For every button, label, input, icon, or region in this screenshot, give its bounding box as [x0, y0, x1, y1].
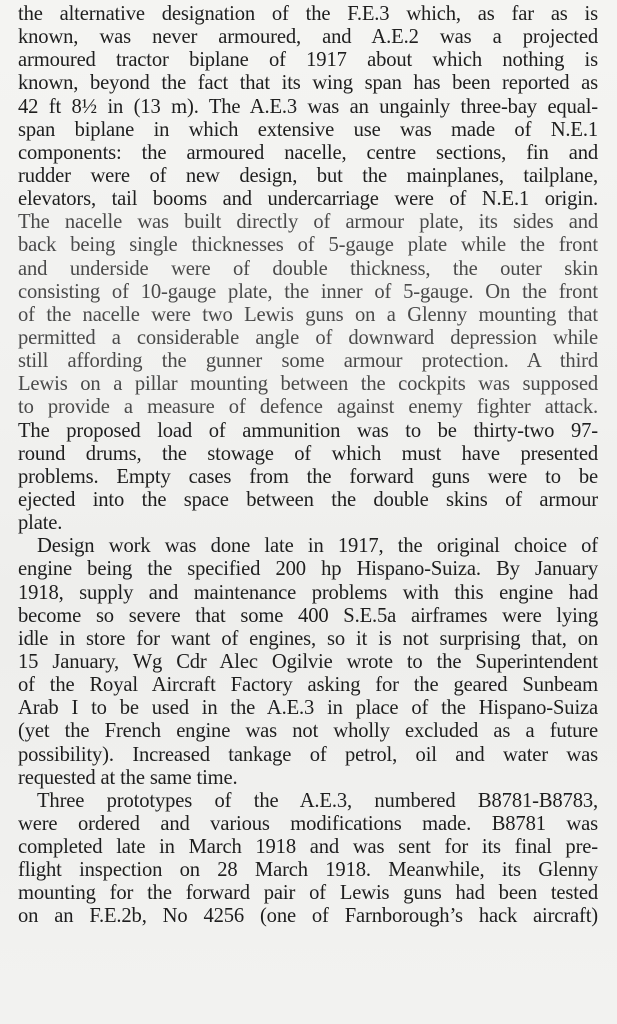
text-line: (yet the French engine was not wholly excluded as a future [18, 720, 598, 743]
text-line: span biplane in which extensive use was made of N.E.1 [18, 118, 598, 141]
text-line: Lewis on a pillar mounting between the cockpits was supposed [18, 373, 598, 396]
text-line: 1918, supply and maintenance problems with this engine had [18, 581, 598, 604]
text-line: were ordered and various modifications made. B8781 was [18, 812, 598, 835]
text-line: Design work was done late in 1917, the original choice of [37, 535, 598, 558]
text-line: round drums, the stowage of which must have presented [18, 442, 598, 465]
text-line: flight inspection on 28 March 1918. Meanwhile, its Glenny [18, 859, 598, 882]
text-line: known, was never armoured, and A.E.2 was a projected [18, 26, 598, 49]
text-line: rudder were of new design, but the mainplanes, tailplane, [18, 164, 598, 187]
text-line: armoured tractor biplane of 1917 about which nothing is [18, 49, 598, 72]
text-line: possibility). Increased tankage of petrol, oil and water was [18, 743, 598, 766]
text-line: elevators, tail booms and undercarriage were of N.E.1 origin. [18, 188, 598, 211]
text-line: the alternative designation of the F.E.3 which, as far as is [18, 3, 598, 25]
text-line: 42 ft 8½ in (13 m). The A.E.3 was an ungainly three-bay equal- [18, 95, 598, 118]
body-text [18, 3, 598, 929]
text-line: completed late in March 1918 and was sent for its final pre- [18, 836, 598, 859]
text-line: mounting for the forward pair of Lewis guns had been tested [18, 882, 598, 905]
text-line: problems. Empty cases from the forward guns were to be [18, 465, 598, 488]
text-line: ejected into the space between the double skins of armour [18, 488, 598, 511]
text-line: of the nacelle were two Lewis guns on a Glenny mounting that [18, 303, 598, 326]
text-line: Three prototypes of the A.E.3, numbered B8781-B8783, [37, 789, 598, 812]
text-line: 15 January, Wg Cdr Alec Ogilvie wrote to the Superintendent [18, 650, 598, 673]
text-line: The proposed load of ammunition was to be thirty-two 97- [18, 419, 598, 442]
text-line: idle in store for want of engines, so it is not surprising that, on [18, 627, 598, 650]
text-line: Arab I to be used in the A.E.3 in place of the Hispano-Suiza [18, 697, 598, 720]
text-line: consisting of 10-gauge plate, the inner of 5-gauge. On the front [18, 280, 598, 303]
text-line: engine being the specified 200 hp Hispano-Suiza. By January [18, 558, 598, 581]
text-line: still affording the gunner some armour protection. A third [18, 350, 598, 373]
text-line: become so severe that some 400 S.E.5a airframes were lying [18, 604, 598, 627]
text-line: known, beyond the fact that its wing span has been reported as [18, 72, 598, 95]
text-line: The nacelle was built directly of armour plate, its sides and [18, 211, 598, 234]
text-line: back being single thicknesses of 5-gauge plate while the front [18, 234, 598, 257]
text-line: components: the armoured nacelle, centre sections, fin and [18, 141, 598, 164]
text-line: permitted a considerable angle of downward depression while [18, 326, 598, 349]
text-line: and underside were of double thickness, the outer skin [18, 257, 598, 280]
text-line: plate. [18, 512, 63, 535]
text-line: requested at the same time. [18, 766, 238, 789]
text-line: of the Royal Aircraft Factory asking for the geared Sunbeam [18, 674, 598, 697]
text-line: on an F.E.2b, No 4256 (one of Farnborough’s hack aircraft) [18, 905, 598, 928]
text-line: to provide a measure of defence against enemy fighter attack. [18, 396, 598, 419]
